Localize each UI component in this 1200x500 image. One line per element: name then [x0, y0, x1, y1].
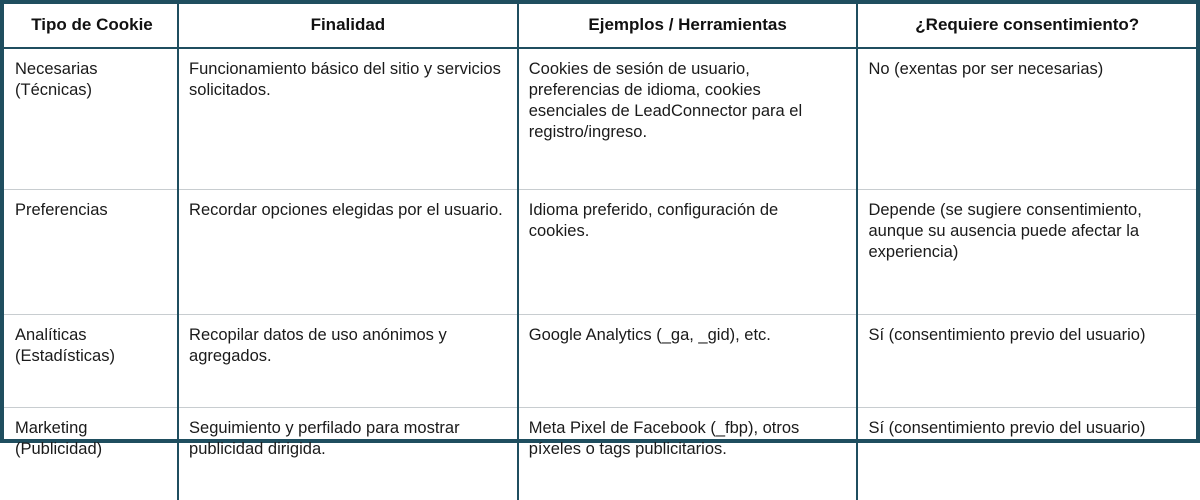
cell-cookie-type: Preferencias [4, 190, 178, 315]
table-row [4, 408, 1196, 500]
cookie-types-table [4, 4, 1196, 500]
cell-examples: Idioma preferido, configuración de cookies. [518, 190, 858, 315]
column-header-purpose: Finalidad [178, 4, 518, 48]
column-header-cookie-type: Tipo de Cookie [4, 4, 178, 48]
cell-cookie-type: Marketing (Publicidad) [4, 408, 178, 500]
cell-consent: Sí (consentimiento previo del usuario) [857, 408, 1196, 500]
cell-cookie-type: Necesarias (Técnicas) [4, 48, 178, 190]
table-row [4, 190, 1196, 315]
cell-consent: Sí (consentimiento previo del usuario) [857, 315, 1196, 408]
table-header-row [4, 4, 1196, 48]
table-row [4, 48, 1196, 190]
cell-examples: Meta Pixel de Facebook (_fbp), otros píxeles o tags publicitarios. [518, 408, 858, 500]
column-header-consent: ¿Requiere consentimiento? [857, 4, 1196, 48]
cell-purpose: Recopilar datos de uso anónimos y agregados. [178, 315, 518, 408]
cell-examples: Google Analytics (_ga, _gid), etc. [518, 315, 858, 408]
cell-purpose: Funcionamiento básico del sitio y servicios solicitados. [178, 48, 518, 190]
column-header-examples: Ejemplos / Herramientas [518, 4, 858, 48]
table-header [4, 4, 1196, 48]
cell-purpose: Recordar opciones elegidas por el usuario. [178, 190, 518, 315]
table-body [4, 48, 1196, 500]
cell-consent: No (exentas por ser necesarias) [857, 48, 1196, 190]
cell-examples: Cookies de sesión de usuario, preferencias de idioma, cookies esenciales de LeadConnector para el registro/ingreso. [518, 48, 858, 190]
cell-cookie-type: Analíticas (Estadísticas) [4, 315, 178, 408]
cell-consent: Depende (se sugiere consentimiento, aunque su ausencia puede afectar la experiencia) [857, 190, 1196, 315]
table-row [4, 315, 1196, 408]
cell-purpose: Seguimiento y perfilado para mostrar publicidad dirigida. [178, 408, 518, 500]
